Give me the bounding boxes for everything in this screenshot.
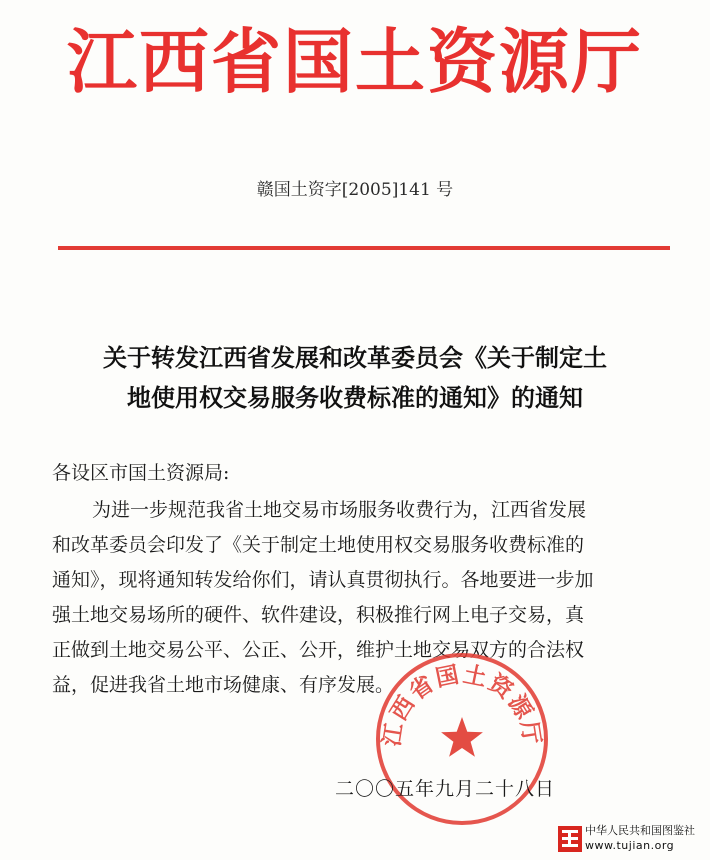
watermark-name: 中华人民共和国图鉴社 xyxy=(585,824,695,837)
body-line: 正做到土地交易公平、公正、公开，维护土地交易双方的合法权 xyxy=(52,639,585,661)
body-line: 通知》，现将通知转发给你们，请认真贯彻执行。各地要进一步加 xyxy=(52,569,594,591)
body-line: 为进一步规范我省土地交易市场服务收费行为，江西省发展 xyxy=(92,499,587,521)
document-number: 赣国土资字[2005]141 号 xyxy=(256,180,454,200)
red-book-logo-icon xyxy=(557,825,583,853)
watermark-url: www.tujian.org xyxy=(585,839,675,852)
salutation: 各设区市国土资源局: xyxy=(52,462,230,484)
body-paragraph xyxy=(52,493,672,703)
body-line: 和改革委员会印发了《关于制定土地使用权交易服务收费标准的 xyxy=(52,534,585,556)
seal-star-icon xyxy=(441,717,483,757)
body-line: 强土地交易场所的硬件、软件建设，积极推行网上电子交易，真 xyxy=(52,604,585,626)
body-line: 益，促进我省土地市场健康、有序发展。 xyxy=(52,674,395,696)
document-title xyxy=(30,338,680,418)
letterhead-title: 江西省国土资源厅 xyxy=(67,21,643,103)
seal-text: 江西省国土资源厅 xyxy=(379,661,545,749)
title-line: 地使用权交易服务收费标准的通知》的通知 xyxy=(127,384,583,412)
document-date: 二〇〇五年九月二十八日 xyxy=(335,778,556,800)
title-line: 关于转发江西省发展和改革委员会《关于制定土 xyxy=(103,344,607,372)
watermark xyxy=(557,822,707,856)
red-divider-rule xyxy=(58,246,670,250)
